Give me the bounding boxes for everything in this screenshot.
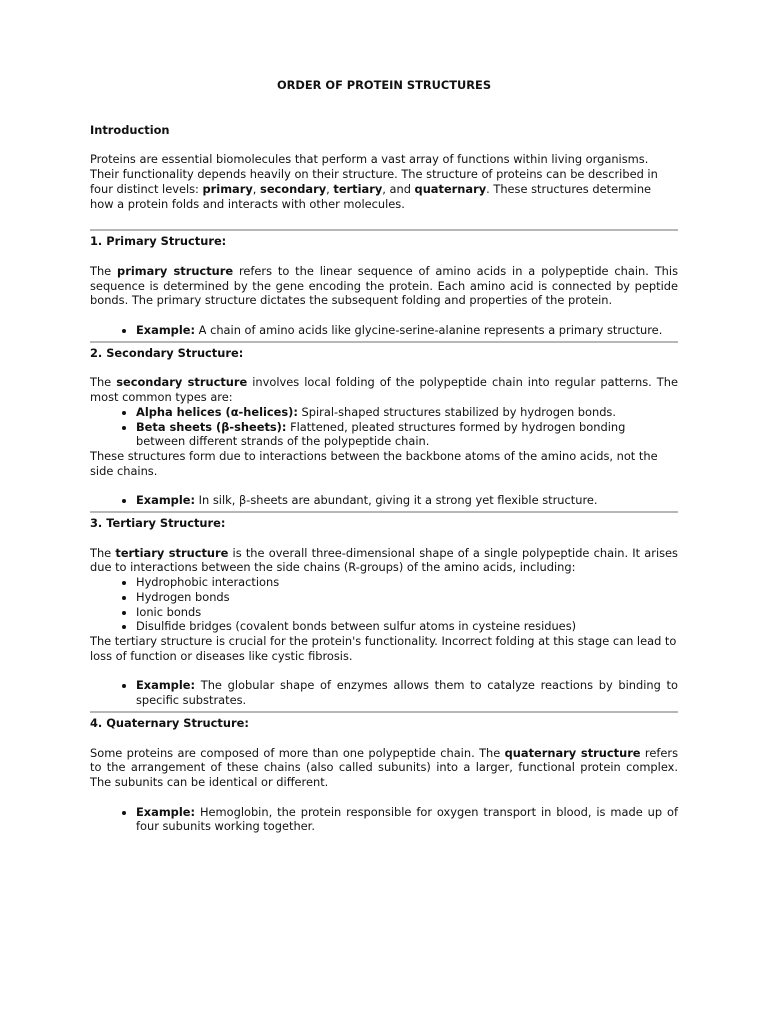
secondary-example-list (90, 493, 678, 508)
intro-heading: Introduction (90, 122, 170, 137)
secondary-example (136, 493, 678, 508)
tertiary-paragraph (90, 546, 678, 575)
intro-text-1: Proteins are essential biomolecules that perform a vast array of functions within living organisms. Their functionality depends heavily on their structure. The structure of proteins can be described in four distinct levels: (90, 152, 658, 196)
intro-text-3: , (326, 181, 334, 196)
secondary-text-pre: The (90, 375, 117, 390)
intro-text-4: , and (382, 181, 415, 196)
section-divider (90, 229, 678, 231)
tertiary-example (136, 678, 678, 707)
primary-paragraph (90, 264, 678, 308)
quaternary-example-text: Hemoglobin, the protein responsible for oxygen transport in blood, is made up of four subunits working together. (136, 804, 678, 834)
quaternary-example-list (90, 805, 678, 834)
list-item-beta (136, 420, 678, 449)
intro-paragraph (90, 152, 678, 211)
secondary-types-list (90, 405, 678, 449)
tertiary-example-label: Example: (136, 678, 196, 693)
list-item: • Hydrophobic interactions (136, 575, 678, 590)
list-item: • Disulfide bridges (covalent bonds between sulfur atoms in cysteine residues) (136, 619, 678, 634)
tertiary-interactions-list (90, 575, 678, 634)
quaternary-paragraph (90, 746, 678, 790)
list-item-alpha (136, 405, 678, 420)
tertiary-term: tertiary structure (115, 545, 229, 560)
beta-text: Flattened, pleated structures formed by hydrogen bonding between different strands of the polypeptide chain. (136, 419, 626, 449)
tertiary-example-list (90, 678, 678, 707)
quaternary-text-post: refers to the arrangement of these chains (also called subunits) into a larger, functional protein complex. The subunits can be identical or different. (90, 745, 678, 789)
quaternary-example-label: Example: (136, 804, 196, 819)
primary-term: primary structure (117, 263, 234, 278)
quaternary-heading: 4. Quaternary Structure: (90, 715, 249, 730)
beta-label: Beta sheets (β-sheets): (136, 419, 287, 434)
alpha-label: Alpha helices (α-helices): (136, 404, 298, 419)
section-divider (90, 511, 678, 513)
secondary-paragraph (90, 375, 678, 404)
primary-heading: 1. Primary Structure: (90, 234, 227, 249)
secondary-example-label: Example: (136, 493, 196, 508)
list-item: • Hydrogen bonds (136, 590, 678, 605)
intro-term-primary: primary (202, 181, 253, 196)
intro-text-2: , (252, 181, 261, 196)
quaternary-text-pre: Some proteins are composed of more than one polypeptide chain. The (90, 745, 505, 760)
primary-example-label: Example: (136, 323, 196, 338)
tertiary-heading: 3. Tertiary Structure: (90, 516, 226, 531)
quaternary-term: quaternary structure (504, 745, 641, 760)
intro-term-quaternary: quaternary (414, 181, 487, 196)
intro-text-5: . These structures determine how a protein folds and interacts with other molecules. (90, 181, 652, 211)
section-divider (90, 341, 678, 343)
primary-example (136, 323, 678, 338)
primary-text-pre: The (90, 263, 118, 278)
tertiary-paragraph-2: The tertiary structure is crucial for the protein's functionality. Incorrect folding at this stage can lead to loss of function or diseases like cystic fibrosis. (90, 633, 677, 663)
secondary-example-text: In silk, β-sheets are abundant, giving it a strong yet flexible structure. (195, 493, 598, 508)
secondary-heading: 2. Secondary Structure: (90, 345, 244, 360)
section-divider (90, 711, 678, 713)
primary-example-list (90, 323, 678, 338)
tertiary-text-pre: The (90, 545, 116, 560)
primary-example-text: A chain of amino acids like glycine-serine-alanine represents a primary structure. (195, 323, 663, 338)
document-body (90, 78, 678, 834)
primary-text-post: refers to the linear sequence of amino acids in a polypeptide chain. This sequence is determined by the gene encoding the protein. Each amino acid is connected by peptide bonds. The primary structure dictates the subsequent folding and properties of the protein. (90, 263, 679, 308)
secondary-paragraph-2: These structures form due to interactions between the backbone atoms of the amino acids, not the side chains. (90, 448, 658, 478)
tertiary-text-post: is the overall three-dimensional shape of a single polypeptide chain. It arises due to interactions between the side chains (R-groups) of the amino acids, including: (90, 545, 678, 575)
alpha-text: Spiral-shaped structures stabilized by hydrogen bonds. (297, 404, 616, 419)
tertiary-example-text: The globular shape of enzymes allows them to catalyze reactions by binding to specific substrates. (136, 678, 678, 708)
document-title: ORDER OF PROTEIN STRUCTURES (276, 78, 492, 92)
secondary-term: secondary structure (116, 375, 248, 390)
intro-term-tertiary: tertiary (333, 181, 383, 196)
list-item: • Ionic bonds (136, 605, 678, 620)
intro-term-secondary: secondary (260, 181, 327, 196)
secondary-text-post: involves local folding of the polypeptide chain into regular patterns. The most common types are: (90, 375, 678, 405)
quaternary-example (136, 805, 678, 834)
